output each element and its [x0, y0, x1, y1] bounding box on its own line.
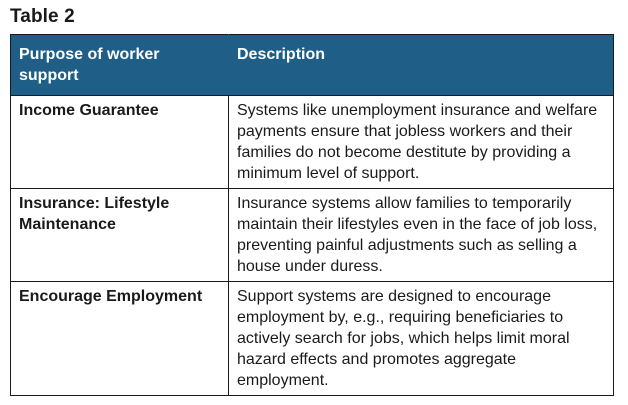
table-row [11, 282, 614, 396]
header-purpose: Purpose of worker support [11, 35, 229, 96]
table-header-row [11, 35, 614, 96]
header-description: Description [229, 35, 614, 96]
purpose-cell: Insurance: Lifestyle Maintenance [11, 189, 229, 282]
description-cell: Support systems are designed to encourage employment by, e.g., requiring beneficiaries to actively search for jobs, which helps limit moral hazard effects and promotes aggregate employment. [229, 282, 614, 396]
purpose-cell: Encourage Employment [11, 282, 229, 396]
table-row [11, 96, 614, 189]
worker-support-table [10, 34, 614, 396]
table-row [11, 189, 614, 282]
table-title: Table 2 [10, 6, 75, 27]
description-cell: Systems like unemployment insurance and welfare payments ensure that jobless workers and their families do not become destitute by providing a minimum level of support. [229, 96, 614, 189]
description-cell: Insurance systems allow families to temporarily maintain their lifestyles even in the face of job loss, preventing painful adjustments such as selling a house under duress. [229, 189, 614, 282]
purpose-cell: Income Guarantee [11, 96, 229, 189]
